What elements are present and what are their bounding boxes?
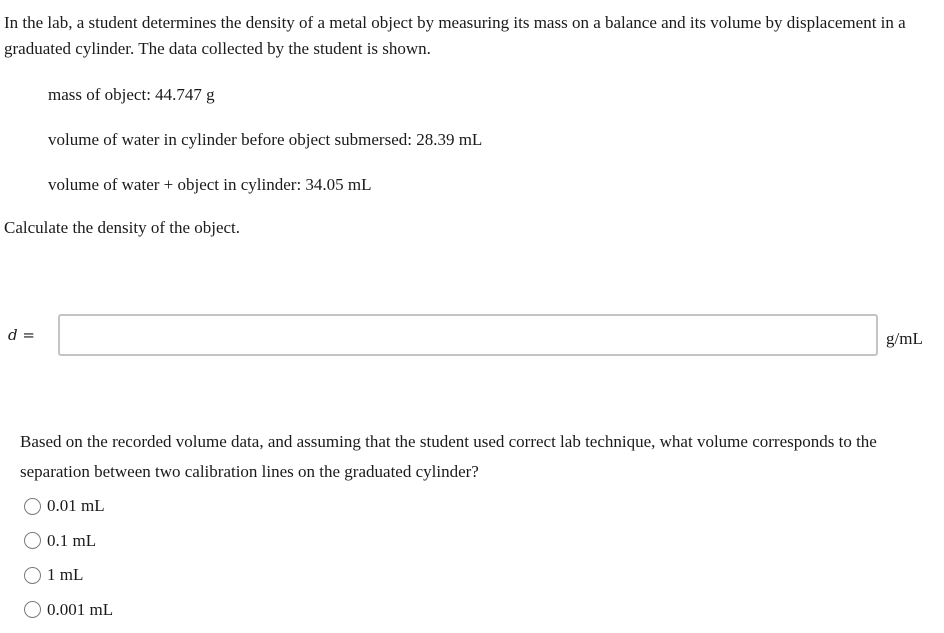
mass-data-line: mass of object: 44.747 g [48, 85, 215, 104]
density-answer-row [0, 314, 944, 358]
radio-button[interactable] [24, 498, 41, 515]
option-label: 0.1 mL [47, 530, 97, 550]
radio-button[interactable] [24, 532, 41, 549]
option-1-ml[interactable] [24, 558, 113, 593]
option-label: 1 mL [47, 565, 84, 585]
option-0-001-ml[interactable] [24, 593, 113, 628]
calculation-prompt: Calculate the density of the object. [4, 218, 241, 237]
density-answer-input[interactable] [58, 314, 878, 356]
volume-before-data-line: volume of water in cylinder before object submersed: 28.39 mL [48, 130, 483, 149]
graduation-question-text: Based on the recorded volume data, and assuming that the student used correct lab technique, what volume corresponds to the separation between two calibration lines on the graduated cylinder? [20, 432, 877, 481]
radio-button[interactable] [24, 601, 41, 618]
option-label: 0.01 mL [47, 496, 105, 516]
problem-intro-text: In the lab, a student determines the density of a metal object by measuring its mass on a balance and its volume by displacement in a graduated cylinder. The data collected by the student is shown. [4, 13, 906, 58]
volume-after-data-line: volume of water + object in cylinder: 34.05 mL [48, 175, 372, 194]
equals-sign: = [22, 326, 35, 344]
density-variable-label [8, 326, 35, 344]
option-0-01-ml[interactable] [24, 489, 113, 524]
density-variable-symbol: d [8, 326, 18, 344]
answer-options-list [24, 489, 113, 627]
option-label: 0.001 mL [47, 599, 114, 619]
density-unit-label: g/mL [886, 329, 923, 348]
radio-button[interactable] [24, 567, 41, 584]
option-0-1-ml[interactable] [24, 524, 113, 559]
